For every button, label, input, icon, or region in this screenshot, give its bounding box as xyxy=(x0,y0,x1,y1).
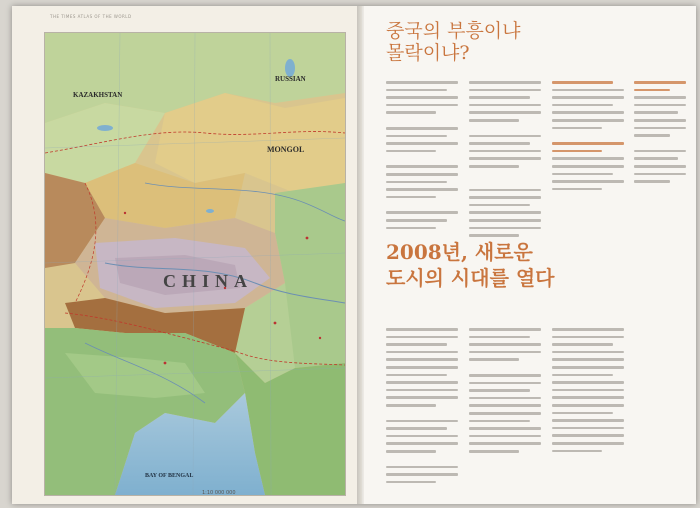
title1-line2: 몰락이냐? xyxy=(386,42,470,64)
column-a-top xyxy=(386,81,458,234)
title1-line1: 중국의 부흥이냐 xyxy=(386,20,521,42)
column-a-bottom xyxy=(386,328,458,488)
right-page xyxy=(364,6,696,504)
map-label-china: CHINA xyxy=(163,271,254,291)
map-label-mongolia: MONGOL xyxy=(267,145,305,154)
map-graphic xyxy=(45,33,345,495)
map-header: THE TIMES ATLAS OF THE WORLD xyxy=(50,14,132,19)
map-of-china xyxy=(44,32,346,496)
title2-line1: 2008년, 새로운 xyxy=(386,240,533,264)
map-label-bay-of-bengal: BAY OF BENGAL xyxy=(145,473,194,479)
article-title-1 xyxy=(386,20,536,64)
column-c-bottom xyxy=(552,328,624,457)
map-label-russia: RUSSIAN xyxy=(275,75,306,83)
map-scale: 1:10 000 000 xyxy=(202,490,236,496)
article-title-2 xyxy=(386,239,576,291)
column-c-top xyxy=(552,81,624,195)
column-b-top xyxy=(469,81,541,242)
left-page xyxy=(12,6,362,504)
magazine-spread xyxy=(12,6,696,504)
column-b-bottom xyxy=(469,328,541,458)
title2-line2: 도시의 시대를 열다 xyxy=(386,266,555,290)
column-d xyxy=(634,81,686,188)
map-label-kazakhstan: KAZAKHSTAN xyxy=(73,91,123,99)
